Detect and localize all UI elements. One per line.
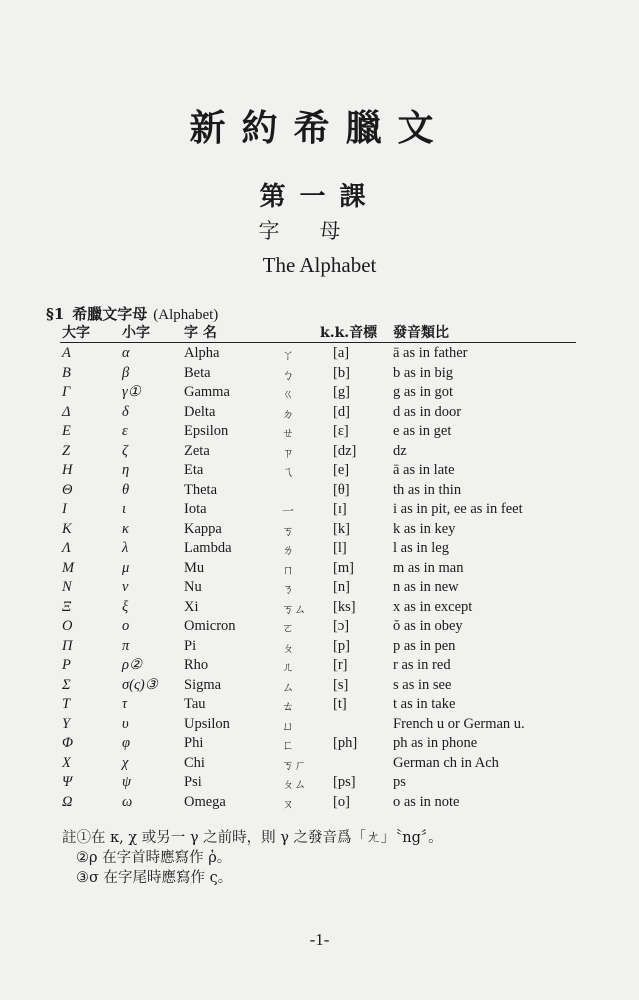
cell-lowercase: π	[122, 637, 130, 654]
cell-lowercase: β	[122, 364, 130, 381]
cell-zhuyin: ㄆ	[282, 640, 295, 655]
cell-zhuyin: ㄈ	[282, 738, 295, 752]
table-row	[60, 519, 576, 539]
cell-kk-phonetic: [ɔ]	[333, 618, 350, 634]
cell-lowercase: φ	[122, 735, 131, 751]
cell-letter-name: Pi	[184, 637, 197, 654]
cell-uppercase: Ρ	[62, 657, 71, 673]
cell-letter-name: Omega	[184, 793, 226, 810]
cell-zhuyin: ㄦ	[282, 660, 295, 674]
table-body	[60, 343, 576, 811]
cell-pronunciation: i as in pit, ee as in feet	[393, 501, 523, 517]
cell-uppercase: Χ	[62, 754, 71, 771]
cell-zhuyin: 一	[282, 504, 295, 518]
cell-letter-name: Tau	[184, 696, 206, 712]
cell-zhuyin: ㄉ	[282, 406, 295, 421]
table-row	[60, 363, 576, 383]
cell-pronunciation: dz	[393, 442, 407, 459]
table-row	[60, 597, 576, 617]
cell-uppercase: Η	[62, 462, 73, 478]
cell-kk-phonetic: [n]	[333, 579, 350, 595]
cell-pronunciation: p as in pen	[393, 637, 456, 654]
table-row	[60, 441, 576, 461]
cell-lowercase: κ	[122, 520, 129, 537]
table-row	[60, 382, 576, 402]
cell-zhuyin: ㄋ	[282, 582, 295, 596]
cell-kk-phonetic: [ɛ]	[333, 423, 349, 439]
table-row	[60, 733, 576, 753]
cell-letter-name: Beta	[184, 364, 211, 381]
cell-kk-phonetic: [ph]	[333, 735, 358, 751]
cell-letter-name: Theta	[184, 481, 218, 498]
cell-kk-phonetic: [b]	[333, 364, 350, 381]
cell-letter-name: Delta	[184, 403, 216, 420]
page-title: 新約希臘文	[189, 107, 450, 149]
cell-kk-phonetic: [a]	[333, 345, 350, 361]
cell-kk-phonetic: [k]	[333, 520, 350, 537]
cell-uppercase: Ο	[62, 618, 73, 634]
cell-uppercase: Λ	[62, 540, 71, 556]
cell-lowercase: υ	[122, 715, 129, 732]
footnotes	[62, 828, 443, 888]
cell-lowercase: σ(ς)③	[122, 676, 158, 693]
cell-pronunciation: ph as in phone	[393, 735, 478, 751]
cell-pronunciation: ŏ as in obey	[393, 618, 463, 634]
cell-uppercase: Β	[62, 364, 71, 381]
cell-uppercase: Γ	[62, 384, 71, 400]
cell-zhuyin: ㄚ	[282, 348, 295, 362]
cell-lowercase: ψ	[122, 774, 132, 790]
subtitle-english: The Alphabet	[262, 253, 377, 277]
cell-pronunciation: m as in man	[393, 559, 464, 576]
alphabet-table	[60, 322, 576, 811]
cell-letter-name: Alpha	[184, 345, 220, 361]
cell-zhuyin: ㄛ	[282, 621, 295, 635]
cell-zhuyin: ㄇ	[282, 562, 295, 577]
cell-letter-name: Eta	[184, 462, 204, 478]
table-row	[60, 694, 576, 714]
header-kk-phonetic: k.k.音標	[320, 325, 378, 341]
cell-lowercase: ε	[122, 423, 128, 439]
table-row	[60, 753, 576, 773]
cell-kk-phonetic: [ɪ]	[333, 501, 347, 517]
cell-lowercase: ν	[122, 579, 129, 595]
cell-pronunciation: n as in new	[393, 579, 459, 595]
table-row	[60, 538, 576, 558]
table-row	[60, 480, 576, 500]
cell-pronunciation: b as in big	[393, 364, 454, 381]
page-number: -1-	[309, 930, 330, 949]
cell-uppercase: Κ	[62, 520, 72, 537]
cell-pronunciation: r as in red	[393, 657, 451, 673]
header-pronunciation: 發音類比	[393, 325, 449, 341]
table-row	[60, 616, 576, 636]
cell-kk-phonetic: [ks]	[333, 598, 356, 615]
footnote-2: ②ρ 在字首時應寫作 ῥ。	[76, 850, 232, 866]
section-number: §1	[46, 305, 65, 323]
cell-uppercase: Α	[62, 345, 71, 361]
table-row	[60, 655, 576, 675]
cell-uppercase: Δ	[62, 403, 71, 420]
cell-uppercase: Ε	[62, 423, 71, 439]
footnote-3: ③σ 在字尾時應寫作 ς。	[76, 870, 233, 886]
table-row	[60, 675, 576, 695]
table-row	[60, 772, 576, 792]
cell-lowercase: ο	[122, 618, 130, 634]
cell-kk-phonetic: [θ]	[333, 481, 350, 498]
cell-uppercase: Ζ	[62, 442, 71, 459]
section-title-english: (Alphabet)	[153, 307, 219, 323]
cell-uppercase: Τ	[62, 696, 71, 712]
cell-letter-name: Rho	[184, 657, 209, 673]
cell-kk-phonetic: [t]	[333, 696, 347, 712]
cell-uppercase: Ω	[62, 793, 73, 810]
table-row	[60, 577, 576, 597]
cell-lowercase: χ	[122, 754, 129, 771]
cell-kk-phonetic: [g]	[333, 384, 350, 400]
cell-letter-name: Omicron	[184, 618, 236, 634]
header-uppercase: 大字	[62, 325, 90, 341]
cell-zhuyin: ㄍ	[282, 387, 295, 401]
cell-letter-name: Sigma	[184, 676, 222, 693]
table-row	[60, 792, 576, 812]
cell-pronunciation: k as in key	[393, 520, 456, 537]
cell-letter-name: Gamma	[184, 384, 230, 400]
cell-kk-phonetic: [l]	[333, 540, 347, 556]
cell-uppercase: Μ	[62, 559, 75, 576]
cell-lowercase: ξ	[122, 598, 129, 615]
cell-lowercase: ω	[122, 793, 133, 810]
cell-zhuyin: ㄗ	[282, 445, 295, 460]
cell-zhuyin: ㄌ	[282, 543, 295, 557]
cell-pronunciation: ps	[393, 774, 406, 790]
cell-lowercase: θ	[122, 481, 130, 498]
cell-pronunciation: German ch in Ach	[393, 754, 499, 771]
footnote-1: 註①在 κ, χ 或另一 γ 之前時，則 γ 之發音爲「ㄤ」〝ng〞。	[62, 830, 443, 846]
table-row	[60, 343, 576, 363]
cell-kk-phonetic: [p]	[333, 637, 350, 654]
cell-pronunciation: s as in see	[393, 676, 452, 693]
cell-letter-name: Lambda	[184, 540, 232, 556]
header-lowercase: 小字	[122, 325, 150, 341]
cell-uppercase: Φ	[62, 735, 74, 751]
cell-zhuyin: ㄎ	[282, 523, 295, 538]
cell-zhuyin: ㄟ	[282, 465, 295, 479]
cell-kk-phonetic: [ps]	[333, 774, 356, 790]
cell-lowercase: τ	[122, 696, 128, 712]
cell-letter-name: Chi	[184, 754, 205, 771]
cell-letter-name: Iota	[184, 501, 207, 517]
cell-lowercase: δ	[122, 403, 129, 420]
cell-letter-name: Xi	[184, 598, 199, 615]
cell-pronunciation: French u or German u.	[393, 715, 525, 732]
cell-uppercase: Θ	[62, 481, 73, 498]
table-header	[60, 322, 576, 343]
cell-lowercase: ζ	[122, 442, 128, 459]
cell-pronunciation: th as in thin	[393, 481, 462, 498]
table-row	[60, 636, 576, 656]
cell-letter-name: Zeta	[184, 442, 210, 459]
table-row	[60, 421, 576, 441]
cell-uppercase: Ξ	[62, 598, 72, 615]
cell-kk-phonetic: [m]	[333, 559, 354, 576]
cell-lowercase: λ	[122, 540, 129, 556]
cell-lowercase: μ	[122, 559, 130, 576]
cell-zhuyin: ㄝ	[282, 426, 295, 440]
section-title: 希臘文字母	[72, 305, 148, 323]
cell-lowercase: η	[122, 462, 130, 478]
cell-uppercase: Σ	[62, 676, 71, 693]
cell-pronunciation: l as in leg	[393, 540, 449, 556]
cell-pronunciation: d as in door	[393, 403, 462, 420]
cell-kk-phonetic: [r]	[333, 657, 348, 673]
cell-uppercase: Ψ	[62, 774, 73, 790]
subtitle: 字母	[258, 219, 381, 243]
lesson-heading: 第一課	[259, 182, 380, 212]
cell-letter-name: Nu	[184, 579, 202, 595]
cell-zhuyin: ㄆㄙ	[282, 777, 307, 791]
table-row	[60, 558, 576, 578]
cell-zhuyin: ㄙ	[282, 679, 295, 694]
cell-pronunciation: g as in got	[393, 384, 454, 400]
cell-kk-phonetic: [e]	[333, 462, 350, 478]
cell-zhuyin: ㄎㄏ	[282, 757, 307, 772]
cell-lowercase: γ①	[122, 384, 141, 400]
cell-letter-name: Upsilon	[184, 715, 230, 732]
section-heading	[46, 303, 218, 324]
cell-lowercase: ρ②	[122, 657, 142, 673]
cell-lowercase: ι	[122, 501, 127, 517]
cell-letter-name: Psi	[184, 774, 202, 790]
cell-pronunciation: o as in note	[393, 793, 460, 810]
cell-pronunciation: ā as in father	[393, 345, 468, 361]
table-row	[60, 714, 576, 734]
table-row	[60, 460, 576, 480]
table-row	[60, 402, 576, 422]
cell-zhuyin: ㄅ	[282, 367, 295, 382]
cell-uppercase: Ν	[62, 579, 72, 595]
cell-lowercase: α	[122, 345, 130, 361]
cell-zhuyin: ㄊ	[282, 699, 295, 713]
cell-uppercase: Ι	[62, 501, 67, 517]
header-letter-name: 字 名	[184, 325, 217, 341]
cell-uppercase: Π	[62, 637, 73, 654]
cell-zhuyin: ㄡ	[282, 796, 295, 811]
cell-kk-phonetic: [s]	[333, 676, 349, 693]
cell-pronunciation: t as in take	[393, 696, 456, 712]
cell-pronunciation: ā as in late	[393, 462, 455, 478]
cell-letter-name: Epsilon	[184, 423, 229, 439]
cell-pronunciation: x as in except	[393, 598, 473, 615]
cell-uppercase: Υ	[62, 715, 71, 732]
cell-zhuyin: ㄎㄙ	[282, 601, 307, 616]
cell-letter-name: Mu	[184, 559, 205, 576]
cell-pronunciation: e as in get	[393, 423, 452, 439]
table-row	[60, 499, 576, 519]
cell-letter-name: Phi	[184, 735, 204, 751]
cell-zhuyin: ㄩ	[282, 718, 295, 733]
cell-kk-phonetic: [o]	[333, 793, 350, 810]
cell-kk-phonetic: [dz]	[333, 442, 357, 459]
cell-letter-name: Kappa	[184, 520, 222, 537]
cell-kk-phonetic: [d]	[333, 403, 350, 420]
